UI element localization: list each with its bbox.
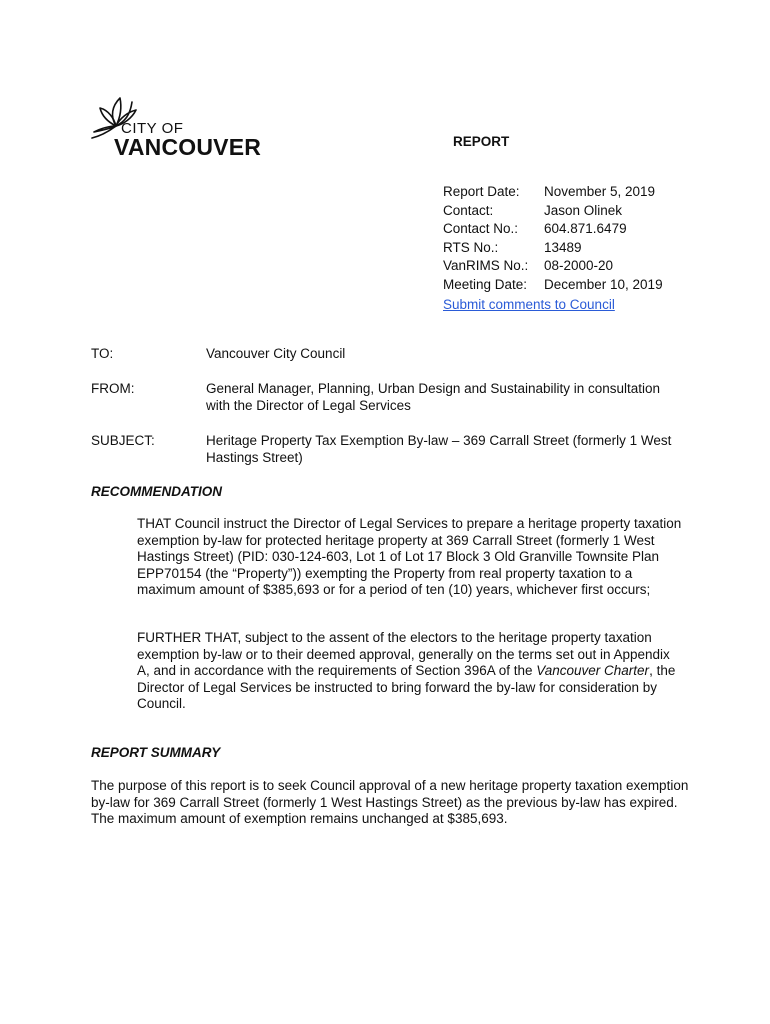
meta-value: 13489 [544, 239, 582, 255]
report-metadata [443, 183, 663, 314]
from-label: FROM: [91, 381, 135, 396]
meta-contact-no [443, 220, 663, 239]
from-value: General Manager, Planning, Urban Design and Sustainability in consultation with the Director of Legal Services [206, 381, 661, 413]
para-b-text-1: FURTHER THAT, subject to the assent of the electors to the heritage property taxation exemption by-law or to their deemed approval, generally on the terms set out in Appendix A, and in accordance with the requirements of Section 396A of the [137, 630, 670, 678]
recommendation-para-a: THAT Council instruct the Director of Legal Services to prepare a heritage property taxation exemption by-law for protected heritage property at 369 Carrall Street (formerly 1 West Hastings Street) (PID: 030-124-603, Lot 1 of Lot 17 Block 3 Old Granville Townsite Plan EPP70154 (the “Property”)) exempting the Property from real property taxation to a maximum amount of $385,693 or for a period of ten (10) years, whichever first occurs; [137, 516, 682, 597]
recommendation-para-b [137, 630, 682, 713]
report-summary-para: The purpose of this report is to seek Council approval of a new heritage property taxation exemption by-law for 369 Carrall Street (formerly 1 West Hastings Street) as the previous by-law has expired. The maximum amount of exemption remains unchanged at $385,693. [91, 778, 689, 826]
meta-label: Contact No.: [443, 221, 519, 237]
to-value: Vancouver City Council [206, 346, 346, 361]
meta-rts-no [443, 239, 663, 258]
report-title: REPORT [453, 134, 510, 149]
logo-vancouver-text: VANCOUVER [114, 134, 262, 160]
report-summary-heading: REPORT SUMMARY [91, 745, 221, 760]
meta-value: 604.871.6479 [544, 221, 627, 237]
meta-label: Meeting Date: [443, 276, 528, 292]
meta-value: 08-2000-20 [544, 258, 614, 274]
logo-city-of-text: CITY OF [121, 120, 184, 137]
meta-vanrims-no [443, 257, 663, 276]
subject-label: SUBJECT: [91, 433, 155, 448]
meta-contact [443, 202, 663, 221]
meta-value: December 10, 2019 [544, 276, 663, 292]
vancouver-charter-text: Vancouver Charter [536, 663, 650, 678]
meta-report-date [443, 183, 663, 202]
subject-value: Heritage Property Tax Exemption By-law – 369 Carrall Street (formerly 1 West Hastings Street) [206, 433, 672, 465]
meta-label: Contact: [443, 202, 494, 218]
submit-comments-link[interactable]: Submit comments to Council [443, 296, 615, 312]
meta-label: VanRIMS No.: [443, 258, 529, 274]
para-b-text-2: , the Director of Legal Services be instructed to bring forward the by-law for consideration by Council. [137, 663, 676, 711]
to-label: TO: [91, 346, 114, 361]
meta-meeting-date [443, 276, 663, 295]
meta-label: Report Date: [443, 184, 520, 199]
meta-value: Jason Olinek [544, 202, 623, 218]
meta-value: November 5, 2019 [544, 184, 656, 199]
meta-label: RTS No.: [443, 239, 499, 255]
city-logo [90, 92, 270, 162]
recommendation-heading: RECOMMENDATION [91, 484, 222, 499]
